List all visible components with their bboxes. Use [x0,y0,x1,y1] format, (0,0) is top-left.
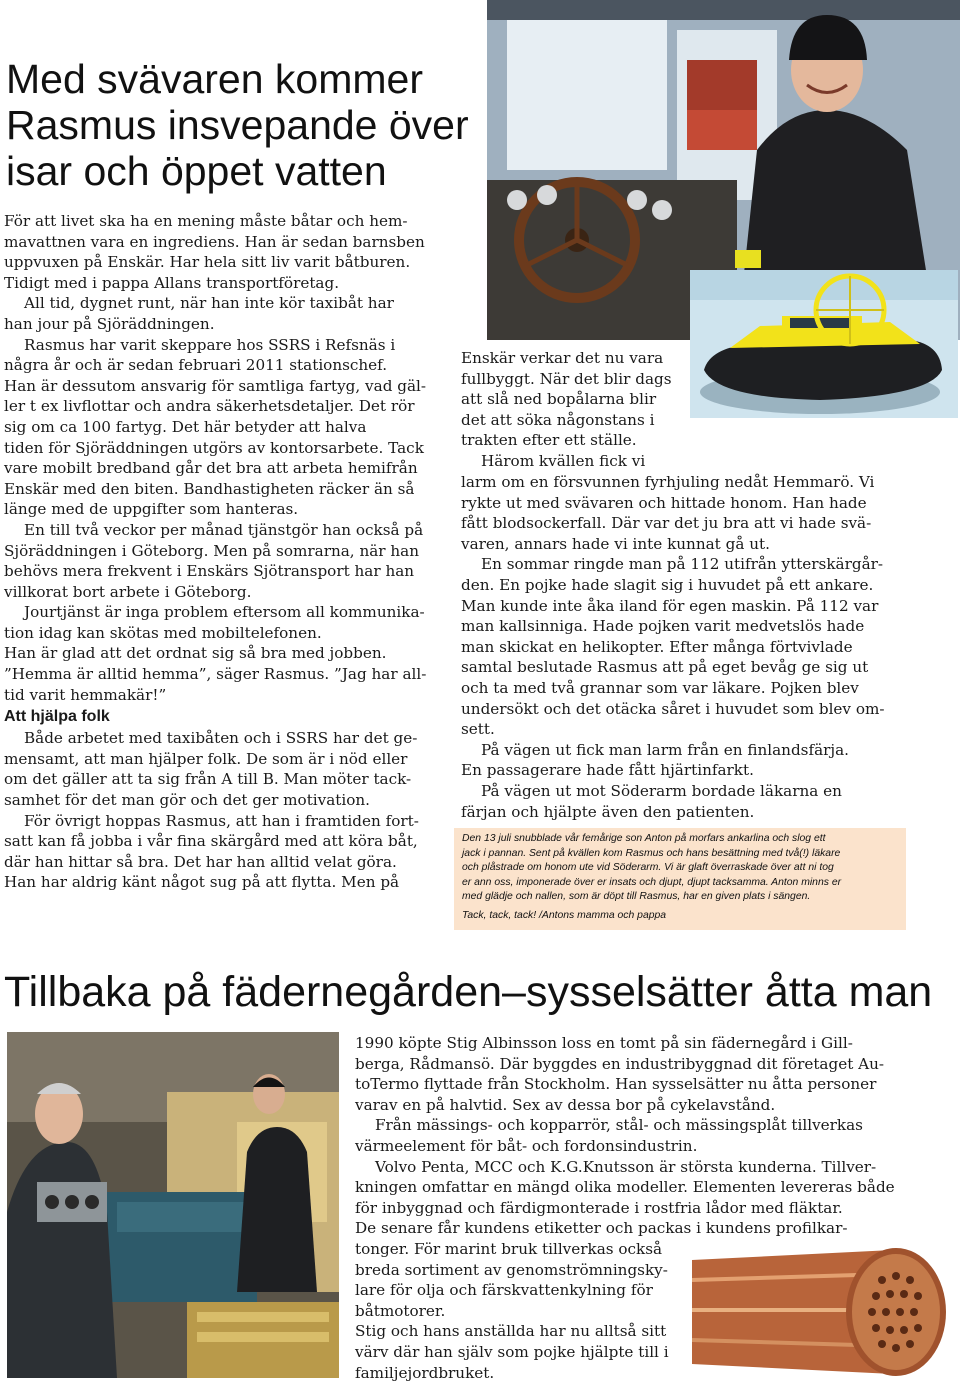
body-line: färjan och hjälpte även den patienten. [461,802,755,821]
article2-headline: Tillbaka på fädernegården–sysselsätter åtta man [4,968,933,1016]
body-line: Han är glad att det ordnat sig så bra med jobben. [4,644,387,663]
callout-line: Den 13 juli snubblade vår femårige son Anton på morfars ankarlina och slog ett [462,833,826,844]
callout-line: er ann oss, imponerade över er insats och djupt, djupt tacksamma. Anton minns er [462,876,842,888]
body-line: man kallsinniga. Hade pojken varit medvetslös hade [461,617,865,636]
body-line: fullbyggt. När det blir dags [461,369,672,388]
callout-line: jack i pannan. Sent på kvällen kom Rasmus och hans besättning med två(!) läkare [462,847,841,859]
body-line: 1990 köpte Stig Albinsson loss en tomt på sin fädernegård i Gill- [355,1034,853,1052]
article-right-column [461,472,901,822]
body-line: En till två veckor per månad tjänstgör han också på [24,520,424,539]
body-line: satt kan få jobba i vår fina skärgård med att köra båt, [4,832,418,851]
body-line: toTermo flyttade från Stockholm. Han sysselsätter nu åtta personer [355,1075,877,1094]
body-line: kningen omfattar en mängd olika modeller. Elementen levereras både [355,1178,895,1197]
photo-copper-tubes [692,1240,958,1384]
body-line: trakten efter ett ställe. [461,431,637,450]
subheading: Att hjälpa folk [4,708,110,726]
body-line: lare för olja och färskvattenkylning för [355,1281,653,1300]
body-line: Man kunde inte åka iland för egen maskin. På 112 var [461,596,879,615]
body-line: larm om en försvunnen fyrhjuling nedåt Hemmarö. Vi [461,473,875,491]
body-line: han jour på Sjöräddningen. [4,314,215,333]
body-line: En sommar ringde man på 112 utifrån ytterskärgår- [481,555,884,574]
body-line: värmeelement för båt- och fordonsindustrin. [355,1136,698,1155]
body-line: ”Hemma är alltid hemma”, säger Rasmus. ”Jag har all- [4,665,427,684]
body-line: undersökt och det otäcka såret i huvudet som blev om- [461,699,885,718]
body-line: Härom kvällen fick vi [481,451,646,470]
article-left-column [4,211,444,893]
body-line: Både arbetet med taxibåten och i SSRS har det ge- [24,729,418,748]
body-line: om det gäller att ta sig från A till B. Man möter tack- [4,770,412,789]
body-line: mensamt, att man hjälper folk. De som är i nöd eller [4,749,408,768]
body-line: All tid, dygnet runt, när han inte kör taxibåt har [24,294,394,313]
body-line: Enskär med den biten. Bandhastigheten räcker än så [4,479,415,498]
article2-body-short [355,1239,685,1383]
body-line: villkorat bort arbete i Göteborg. [4,582,252,601]
body-line: båtmotorer. [355,1301,446,1320]
body-line: En passagerare hade fått hjärtinfarkt. [461,761,754,780]
body-line: värv där han själv som pojke hjälpte till i [355,1342,669,1361]
body-line: mavattnen vara en ingrediens. Han är sedan barnsben [4,232,425,251]
body-line: fått blodsockerfall. Där var det ju bra att vi hade svä- [461,514,872,533]
callout-line: och plåstrade om honom ute vid Söderarm. Vi är glaft överraskade över att ni tog [462,862,834,874]
reader-thanks-callout [454,828,906,930]
body-line: Han är dessutom ansvarig för samtliga fartyg, vad gäl- [4,376,427,395]
body-line: tonger. För marint bruk tillverkas också [355,1240,663,1258]
photo-workshop [7,1032,339,1378]
body-line: varen, annars hade vi inte kunnat gå ut. [461,534,770,553]
body-line: tid varit hemmakär!” [4,685,167,704]
body-line: sig om ca 100 fartyg. Det här betyder att halva [4,417,367,436]
article-right-short-lines [461,348,691,472]
body-line: uppvuxen på Enskär. Har hela sitt liv varit båtburen. [4,253,411,272]
body-line: Volvo Penta, MCC och K.G.Knutsson är största kunderna. Tillver- [375,1157,877,1176]
headline-line: Med svävaren kommer [6,56,423,102]
body-line: berga, Rådmansö. Där byggdes en industribyggnad dit företaget Au- [355,1054,885,1073]
body-line: familjejordbruket. [355,1363,495,1382]
body-line: På vägen ut fick man larm från en finlandsfärja. [481,740,850,759]
body-line: Sjöräddningen i Göteborg. Men på somrarna, när han [4,541,420,560]
body-line: och ta med två grannar som var läkare. Pojken blev [461,678,859,697]
body-line: samhet för det man gör och det ger motivation. [4,791,371,810]
body-line: breda sortiment av genomströmningsky- [355,1260,668,1279]
body-line: att slå ned bopålarna blir [461,390,657,409]
body-line: några år och är sedan februari 2011 stationschef. [4,356,388,375]
article2-body [355,1033,955,1239]
body-line: för inbyggnad och färdigmonterade i rostfria lådor med fläktar. [355,1198,843,1217]
body-line: Han har aldrig känt något sug på att flytta. Men på [4,873,400,892]
callout-signature: Tack, tack, tack! /Antons mamma och pappa [462,909,667,921]
body-line: Enskär verkar det nu vara [461,349,664,367]
body-line: tion idag kan skötas med mobiltelefonen. [4,623,322,642]
body-line: vare mobilt bredband går det bra att arbeta hemifrån [4,459,418,478]
body-line: samtal beslutade Rasmus att på eget bevåg ge sig ut [461,658,869,677]
body-line: ler t ex livflottar och andra säkerhetsdetaljer. Det rör [4,397,415,416]
body-line: På vägen ut mot Söderarm bordade läkarna en [481,781,842,800]
body-line: där han hittar så bra. Det har han alltid velat göra. [4,852,397,871]
article-headline [6,56,486,194]
body-line: Jourtjänst är inga problem eftersom all kommunika- [24,603,425,622]
body-line: tiden för Sjöräddningen utgörs av kontorsarbete. Tack [4,438,424,457]
body-line: behövs mera frekvent i Enskärs Sjötransport har han [4,562,415,581]
body-line: För övrigt hoppas Rasmus, att han i framtiden fort- [24,811,419,830]
callout-line: med glädje och nallen, som är döpt till Rasmus, har en given plats i sängen. [462,891,811,903]
body-line: rykte ut med svävaren och hittade honom. Han hade [461,493,867,512]
photo-hovercraft [690,270,958,418]
body-line: Rasmus har varit skeppare hos SSRS i Refsnäs i [24,335,396,354]
headline-line: Rasmus insvepande över [6,102,469,148]
body-line: Tidigt med i pappa Allans transportföretag. [4,273,340,292]
body-line: man skickat en helikopter. Efter många förtvivlade [461,637,853,656]
body-line: den. En pojke hade slagit sig i huvudet på ett ankare. [461,575,874,594]
body-line: länge med de uppgifter som hanteras. [4,500,299,519]
body-line: Från mässings- och kopparrör, stål- och mässingsplåt tillverkas [375,1116,863,1135]
body-line: varav en på halvtid. Sex av dessa bor på cykelavstånd. [355,1095,776,1114]
headline-line: isar och öppet vatten [6,148,387,194]
body-line: Stig och hans anställda har nu alltså sitt [355,1322,667,1341]
body-line: De senare får kundens etiketter och packas i kundens profilkar- [355,1219,848,1238]
body-line: För att livet ska ha en mening måste båtar och hem- [4,212,408,230]
body-line: det att söka någonstans i [461,410,655,429]
body-line: sett. [461,720,495,739]
